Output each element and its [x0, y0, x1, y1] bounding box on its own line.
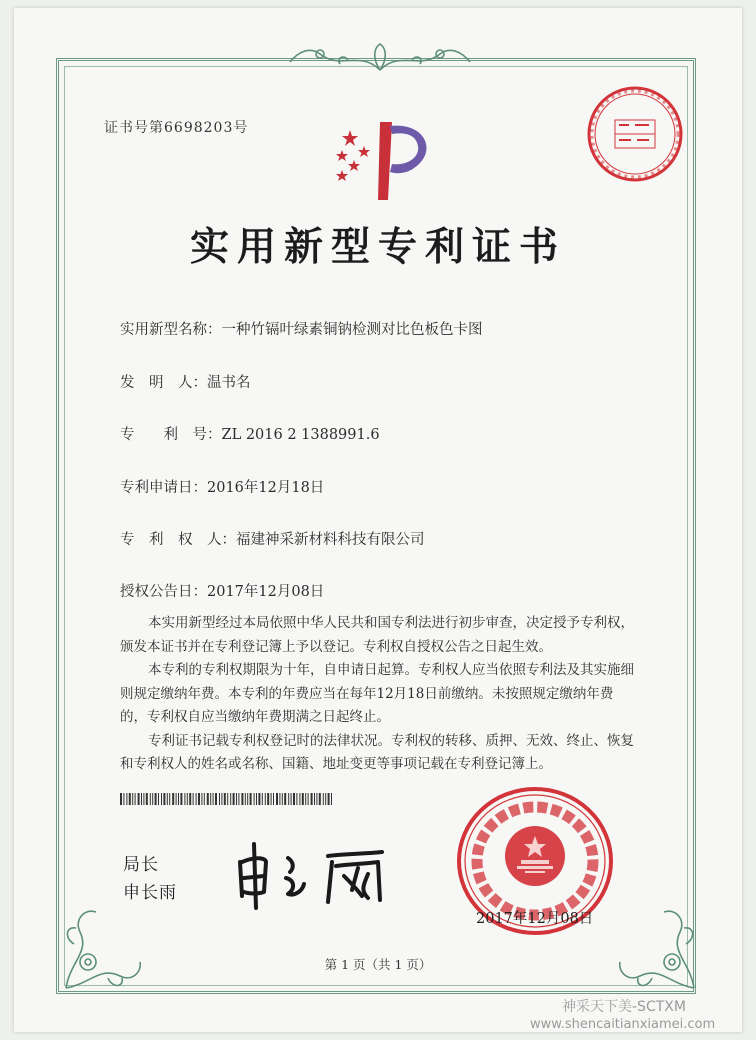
watermark-url: www.shencaitianxiamei.com	[530, 1017, 716, 1032]
field-label: 授权公告日：	[120, 584, 207, 600]
certificate-number: 证书号第6698203号	[104, 120, 249, 136]
corner-ornament-bottom-right-icon	[610, 892, 700, 992]
field-value: 2016年12月18日	[207, 480, 325, 496]
field-label: 专 利 权 人：	[120, 532, 236, 548]
body-paragraph: 本专利的专利权期限为十年，自申请日起算。专利权人应当依照专利法及其实施细则规定缴纳年费。本专利的年费应当在每年12月18日前缴纳。未按照规定缴纳年费的，专利权自应当缴纳年费期满之日起终止。	[120, 662, 634, 725]
body-paragraph: 专利证书记载专利权登记时的法律状况。专利权的转移、质押、无效、终止、恢复和专利权人的姓名或名称、国籍、地址变更等事项记载在专利登记簿上。	[120, 732, 634, 772]
certificate-body	[120, 612, 640, 777]
field-value: 温书名	[207, 375, 251, 391]
barcode-icon	[120, 793, 335, 805]
patent-office-emblem-icon	[330, 112, 450, 202]
signatory-name: 申长雨	[123, 883, 177, 903]
page-number: 第 1 页（共 1 页）	[324, 957, 432, 972]
field-label: 专 利 号：	[120, 427, 222, 443]
signatory-role: 局长	[123, 855, 159, 875]
handwritten-signature-icon	[232, 832, 402, 912]
field-value: 福建神采新材料科技有限公司	[236, 532, 425, 548]
seal-date: 2017年12月08日	[476, 911, 594, 927]
body-paragraph: 本实用新型经过本局依照中华人民共和国专利法进行初步审查，决定授予专利权，颁发本证书并在专利登记簿上予以登记。专利权自授权公告之日起生效。	[120, 615, 634, 655]
field-label: 实用新型名称：	[120, 322, 222, 338]
field-patent-number	[120, 423, 380, 444]
top-ornament-icon	[280, 40, 480, 76]
field-inventor	[120, 371, 251, 392]
field-label: 发 明 人：	[120, 375, 207, 391]
field-patentee	[120, 528, 425, 549]
corner-ornament-bottom-left-icon	[60, 892, 150, 992]
field-label: 专利申请日：	[120, 480, 207, 496]
field-value: ZL 2016 2 1388991.6	[221, 427, 380, 443]
field-grant-date	[120, 580, 324, 601]
certificate-title: 实用新型专利证书	[189, 224, 566, 270]
field-value: 一种竹镉叶绿素铜钠检测对比色板色卡图	[221, 322, 483, 338]
field-value: 2017年12月08日	[207, 584, 325, 600]
small-red-seal-icon	[585, 84, 685, 184]
field-utility-model-name	[120, 318, 483, 339]
watermark-brand: 神采天下美-SCTXM	[562, 999, 686, 1015]
field-application-date	[120, 476, 324, 497]
